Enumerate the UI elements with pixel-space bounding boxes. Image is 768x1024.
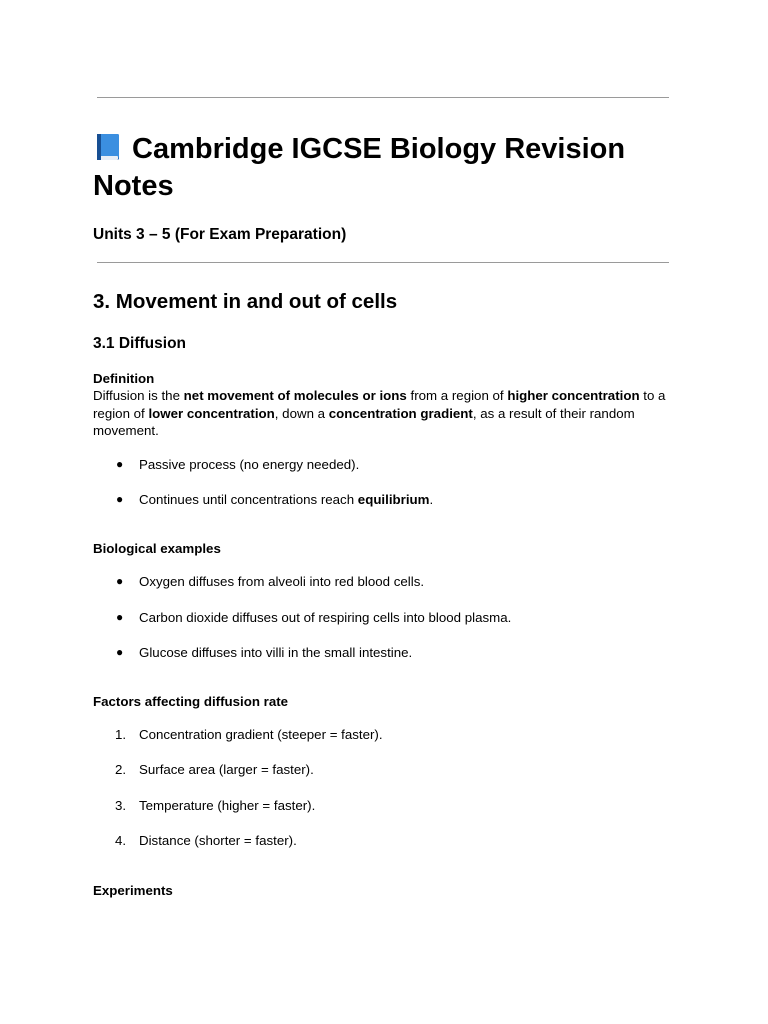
list-item-text-part: .	[429, 492, 434, 507]
list-item-text-part: Continues until concentrations reach	[139, 492, 358, 507]
definition-text: Diffusion is the	[93, 388, 184, 403]
definition-paragraph	[93, 387, 668, 440]
blue-book-icon	[93, 132, 123, 162]
definition-bold-term: lower concentration	[148, 405, 275, 421]
list-item-text: Oxygen diffuses from alveoli into red blood cells.	[139, 574, 425, 589]
definition-bold-term: net movement of molecules or ions	[183, 388, 407, 403]
definition-heading: Definition	[93, 371, 155, 386]
list-item-text: Concentration gradient (steeper = faster).	[139, 727, 383, 742]
list-number: 4.	[115, 833, 127, 848]
section-heading: 3. Movement in and out of cells	[93, 290, 398, 313]
section-horizontal-rule	[97, 262, 669, 263]
definition-text: from a region of	[406, 388, 508, 403]
document-title	[93, 131, 673, 205]
bullet-marker: ●	[116, 457, 124, 471]
bullet-marker: ●	[116, 574, 124, 588]
list-item-text	[139, 491, 433, 508]
document-subtitle: Units 3 – 5 (For Exam Preparation)	[93, 226, 347, 243]
list-item-text: Passive process (no energy needed).	[139, 457, 360, 472]
list-item-text: Temperature (higher = faster).	[139, 798, 316, 813]
document-title-text: Cambridge IGCSE Biology Revision Notes	[93, 133, 626, 202]
list-item-bold-term: equilibrium	[357, 492, 430, 507]
experiments-heading: Experiments	[93, 883, 173, 898]
list-number: 3.	[115, 798, 127, 813]
bullet-marker: ●	[116, 645, 124, 659]
list-number: 2.	[115, 762, 127, 777]
bullet-marker: ●	[116, 492, 124, 506]
factors-heading: Factors affecting diffusion rate	[93, 694, 289, 709]
definition-text: to a region of	[93, 388, 666, 421]
subsection-heading: 3.1 Diffusion	[93, 335, 187, 352]
list-item-text: Surface area (larger = faster).	[139, 762, 314, 777]
definition-bold-term: concentration gradient	[328, 405, 473, 421]
list-item-text: Distance (shorter = faster).	[139, 833, 297, 848]
definition-text: , as a result of their random movement.	[93, 405, 635, 439]
definition-bold-term: higher concentration	[507, 388, 640, 403]
list-number: 1.	[115, 727, 127, 742]
definition-text: , down a	[274, 405, 329, 421]
examples-heading: Biological examples	[93, 541, 221, 556]
top-horizontal-rule	[97, 97, 669, 98]
list-item-text: Glucose diffuses into villi in the small intestine.	[139, 645, 413, 660]
list-item-text: Carbon dioxide diffuses out of respiring cells into blood plasma.	[139, 610, 512, 625]
bullet-marker: ●	[116, 610, 124, 624]
